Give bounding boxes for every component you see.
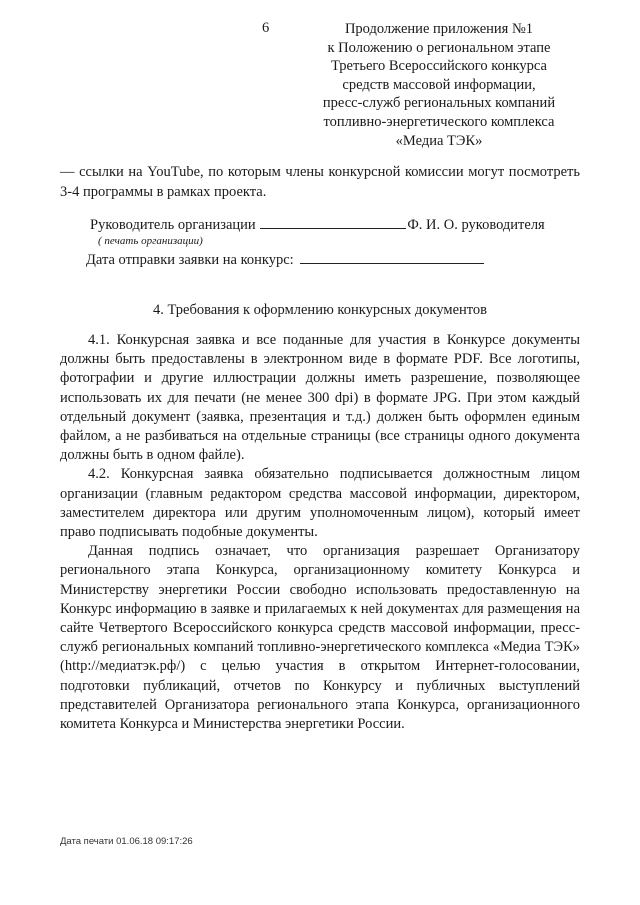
signature-blank-line — [260, 216, 406, 229]
name-label: Ф. И. О. руководителя — [407, 217, 545, 233]
paragraph-4-1: 4.1. Конкурсная заявка и все поданные для участия в Конкурсе документы должны быть предоставлены в электронном виде в формате PDF. Все логотипы, фотографии и другие иллюстрации должны иметь разрешение, позволяющее использовать их для печати (не менее 300 dpi) в формате JPG. При этом каждый отдельный документ (заявка, презентация и т.д.) должен быть оформлен единым файлом, а не разбиваться на отдельные страницы (все страницы одного документа должны быть в одном файле). — [60, 332, 580, 464]
section-body — [60, 331, 580, 734]
date-label: Дата отправки заявки на конкурс: — [86, 252, 294, 268]
links-paragraph: — ссылки на YouTube, по которым члены конкурсной комиссии могут посмотреть 3-4 программы в рамках проекта. — [60, 164, 580, 200]
header-line: пресс-служб региональных компаний — [322, 95, 556, 112]
date-blank-line — [300, 251, 484, 264]
stamp-note: ( печать организации) — [98, 235, 203, 247]
print-date: Дата печати 01.06.18 09:17:26 — [60, 836, 193, 847]
paragraph-signature-meaning: Данная подпись означает, что организация разрешает Организатору регионального этапа Конкурса, организационному комитету Конкурса и Министерству энергетики России свободно использовать предоставленную на Конкурс информацию в заявке и прилагаемых к ней документах для размещения на сайте Четвертого Всероссийского конкурса средств массовой информации, пресс-служб региональных компаний топливно-энергетического комплекса «Медиа ТЭК» (http://медиатэк.рф/) с целью участия в открытом Интернет-голосовании, подготовки публикаций, отчетов по Конкурсу и публичных выступлений представителей Организатора регионального этапа Конкурса, организационного комитета Конкурса и Министерства энергетики России. — [60, 543, 580, 733]
date-row — [86, 251, 484, 269]
head-label: Руководитель организации — [90, 217, 256, 233]
appendix-header — [308, 20, 570, 150]
signature-row — [90, 216, 545, 234]
header-line: Продолжение приложения №1 — [344, 21, 534, 37]
section-title: 4. Требования к оформлению конкурсных документов — [152, 302, 488, 318]
header-line: к Положению о региональном этапе — [327, 39, 551, 56]
header-line: средств массовой информации, — [342, 76, 536, 93]
header-line: «Медиа ТЭК» — [395, 132, 483, 149]
paragraph-4-2: 4.2. Конкурсная заявка обязательно подписывается должностным лицом организации (главным редактором средства массовой информации, директором, заместителем директора или другим уполномоченным лицом), который имеет право подписывать подобные документы. — [60, 466, 580, 541]
page-number: 6 — [262, 20, 270, 36]
header-line: топливно-энергетического комплекса — [323, 113, 555, 130]
header-line: Третьего Всероссийского конкурса — [331, 58, 547, 75]
